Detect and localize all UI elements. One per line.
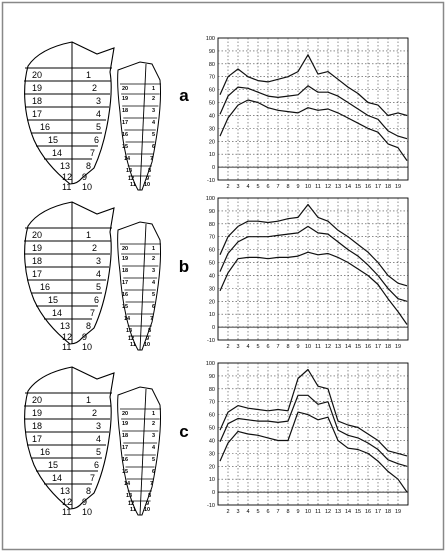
small-label-left: 17	[122, 280, 128, 286]
segment-label-left: 13	[60, 321, 70, 331]
segment-label-right: 3	[96, 421, 101, 431]
small-ventricle-diagram	[118, 222, 161, 350]
y-tick-label: 70	[209, 400, 215, 406]
x-tick-label: 4	[246, 344, 249, 350]
segment-label-right: 1	[86, 395, 91, 405]
small-label-right: 1	[152, 86, 155, 92]
x-tick-label: 8	[286, 344, 289, 350]
y-tick-label: 90	[209, 49, 215, 55]
panel-c	[24, 361, 408, 517]
segment-label-left: 12	[62, 172, 72, 182]
segment-label-left: 11	[62, 507, 71, 517]
small-label-right: 3	[152, 268, 155, 274]
segment-label-left: 15	[48, 295, 58, 305]
small-label-right: 4	[152, 280, 156, 286]
x-tick-label: 10	[305, 344, 311, 350]
segment-label-left: 13	[60, 161, 70, 171]
x-tick-label: 17	[375, 344, 381, 350]
small-label-right: 7	[150, 316, 153, 322]
small-label-left: 14	[124, 316, 131, 322]
small-label-left: 16	[122, 457, 128, 463]
segment-label-left: 15	[48, 460, 58, 470]
small-label-left: 18	[122, 108, 128, 114]
y-tick-label: 0	[212, 165, 215, 171]
small-ventricle-diagram	[118, 387, 161, 515]
x-tick-label: 6	[266, 509, 269, 515]
x-tick-label: 9	[296, 184, 299, 190]
y-tick-label: 70	[209, 75, 215, 81]
small-label-left: 14	[124, 481, 131, 487]
small-label-right: 5	[152, 292, 155, 298]
small-label-right: 7	[150, 156, 153, 162]
small-label-left: 15	[122, 469, 128, 475]
small-label-left: 17	[122, 445, 128, 451]
segment-label-left: 13	[60, 486, 70, 496]
x-tick-label: 5	[256, 344, 259, 350]
large-ventricle-diagram	[24, 367, 114, 517]
segment-label-right: 3	[96, 256, 101, 266]
x-tick-label: 12	[325, 509, 331, 515]
small-septum-line	[140, 224, 146, 350]
small-label-right: 1	[152, 411, 155, 417]
x-tick-label: 17	[375, 184, 381, 190]
segment-label-right: 2	[92, 243, 97, 253]
segment-label-right: 10	[82, 342, 92, 352]
small-label-right: 6	[152, 469, 155, 475]
small-label-right: 10	[144, 507, 150, 513]
x-tick-label: 17	[375, 509, 381, 515]
x-tick-label: 6	[266, 184, 269, 190]
x-tick-label: 4	[246, 509, 249, 515]
segment-label-right: 4	[96, 109, 101, 119]
small-label-right: 10	[144, 342, 150, 348]
small-ventricle-outline	[118, 387, 161, 515]
segment-label-right: 10	[82, 182, 92, 192]
segment-label-left: 19	[32, 83, 42, 93]
x-tick-label: 11	[315, 344, 321, 350]
x-tick-label: 12	[325, 344, 331, 350]
x-tick-label: 8	[286, 184, 289, 190]
segment-label-left: 12	[62, 497, 72, 507]
y-tick-label: 30	[209, 451, 215, 457]
x-tick-label: 15	[355, 509, 361, 515]
small-label-right: 8	[148, 168, 151, 174]
y-tick-label: -10	[207, 338, 215, 344]
small-label-right: 6	[152, 144, 155, 150]
y-tick-label: 60	[209, 88, 215, 94]
segment-label-left: 19	[32, 243, 42, 253]
y-tick-label: 80	[209, 62, 215, 68]
segment-label-right: 7	[90, 308, 95, 318]
x-tick-label: 15	[355, 184, 361, 190]
x-tick-label: 13	[335, 509, 341, 515]
small-label-right: 4	[152, 445, 156, 451]
segment-label-right: 9	[82, 332, 87, 342]
segment-label-right: 5	[96, 282, 101, 292]
x-tick-label: 4	[246, 184, 249, 190]
segment-label-left: 20	[32, 70, 42, 80]
x-tick-label: 10	[305, 184, 311, 190]
small-label-left: 12	[128, 336, 134, 342]
small-label-right: 9	[146, 176, 149, 182]
segment-label-right: 9	[82, 172, 87, 182]
series-line	[220, 412, 407, 492]
segment-label-right: 7	[90, 148, 95, 158]
x-tick-label: 18	[385, 344, 391, 350]
x-tick-label: 5	[256, 509, 259, 515]
segment-label-left: 14	[52, 308, 62, 318]
x-tick-label: 19	[395, 344, 401, 350]
small-label-left: 20	[122, 411, 128, 417]
small-label-left: 13	[126, 493, 132, 499]
small-label-left: 16	[122, 292, 128, 298]
segment-label-left: 11	[62, 342, 71, 352]
small-label-left: 12	[128, 501, 134, 507]
x-tick-label: 5	[256, 184, 259, 190]
segment-label-right: 1	[86, 230, 91, 240]
small-label-right: 1	[152, 246, 155, 252]
small-label-right: 10	[144, 182, 150, 188]
y-tick-label: 40	[209, 273, 215, 279]
segment-label-left: 17	[32, 434, 42, 444]
chart	[206, 196, 408, 350]
x-tick-label: 19	[395, 509, 401, 515]
x-tick-label: 13	[335, 344, 341, 350]
small-label-left: 19	[122, 96, 128, 102]
segment-label-right: 2	[92, 83, 97, 93]
segment-label-left: 20	[32, 230, 42, 240]
panel-letter: a	[179, 86, 189, 105]
y-tick-label: 0	[212, 490, 215, 496]
x-tick-label: 9	[296, 344, 299, 350]
small-label-right: 3	[152, 108, 155, 114]
x-tick-label: 2	[226, 509, 229, 515]
y-tick-label: 80	[209, 222, 215, 228]
y-tick-label: 90	[209, 209, 215, 215]
panel-letter: b	[179, 257, 189, 276]
x-tick-label: 7	[276, 344, 279, 350]
x-tick-label: 2	[226, 184, 229, 190]
segment-label-left: 14	[52, 148, 62, 158]
y-tick-label: 40	[209, 438, 215, 444]
y-tick-label: -10	[207, 503, 215, 509]
small-label-right: 4	[152, 120, 156, 126]
small-label-left: 18	[122, 433, 128, 439]
small-label-right: 6	[152, 304, 155, 310]
y-tick-label: 50	[209, 426, 215, 432]
small-septum-line	[140, 64, 146, 190]
segment-label-left: 12	[62, 332, 72, 342]
segment-label-right: 10	[82, 507, 92, 517]
y-tick-label: 10	[209, 312, 215, 318]
y-tick-label: 20	[209, 464, 215, 470]
y-tick-label: 60	[209, 413, 215, 419]
small-label-left: 14	[124, 156, 131, 162]
x-tick-label: 10	[305, 509, 311, 515]
segment-label-right: 6	[94, 135, 99, 145]
x-tick-label: 3	[236, 344, 239, 350]
x-tick-label: 18	[385, 184, 391, 190]
y-tick-label: 30	[209, 126, 215, 132]
segment-label-left: 17	[32, 109, 42, 119]
small-ventricle-outline	[118, 222, 161, 350]
segment-label-right: 8	[86, 161, 91, 171]
x-tick-label: 14	[345, 344, 351, 350]
y-tick-label: 50	[209, 261, 215, 267]
small-label-right: 9	[146, 501, 149, 507]
x-tick-label: 7	[276, 184, 279, 190]
x-tick-label: 19	[395, 184, 401, 190]
small-label-right: 7	[150, 481, 153, 487]
chart	[206, 36, 408, 190]
segment-label-right: 9	[82, 497, 87, 507]
segment-label-right: 4	[96, 269, 101, 279]
y-tick-label: 30	[209, 286, 215, 292]
x-tick-label: 7	[276, 509, 279, 515]
small-label-left: 20	[122, 86, 128, 92]
x-tick-label: 13	[335, 184, 341, 190]
segment-label-right: 8	[86, 321, 91, 331]
x-tick-label: 16	[365, 184, 371, 190]
segment-label-right: 5	[96, 447, 101, 457]
segment-label-right: 3	[96, 96, 101, 106]
x-tick-label: 9	[296, 509, 299, 515]
figure-border	[3, 3, 444, 550]
small-label-right: 3	[152, 433, 155, 439]
y-tick-label: 40	[209, 113, 215, 119]
x-tick-label: 6	[266, 344, 269, 350]
segment-label-left: 16	[40, 122, 50, 132]
y-tick-label: 100	[206, 361, 215, 367]
x-tick-label: 16	[365, 509, 371, 515]
y-tick-label: 0	[212, 325, 215, 331]
segment-label-right: 5	[96, 122, 101, 132]
x-tick-label: 14	[345, 184, 351, 190]
y-tick-label: 20	[209, 299, 215, 305]
segment-label-left: 17	[32, 269, 42, 279]
small-label-left: 15	[122, 304, 128, 310]
segment-label-right: 6	[94, 460, 99, 470]
small-ventricle-outline	[118, 62, 161, 190]
segment-label-left: 18	[32, 96, 42, 106]
small-label-left: 13	[126, 168, 132, 174]
small-label-right: 2	[152, 421, 155, 427]
small-label-right: 8	[148, 493, 151, 499]
y-tick-label: 10	[209, 477, 215, 483]
y-tick-label: 80	[209, 387, 215, 393]
y-tick-label: 100	[206, 196, 215, 202]
chart-frame	[218, 198, 408, 340]
y-tick-label: 10	[209, 152, 215, 158]
x-tick-label: 2	[226, 344, 229, 350]
panel-letter: c	[179, 422, 188, 441]
small-label-right: 2	[152, 96, 155, 102]
x-tick-label: 3	[236, 184, 239, 190]
y-tick-label: 50	[209, 101, 215, 107]
small-ventricle-diagram	[118, 62, 161, 190]
small-label-left: 13	[126, 328, 132, 334]
x-tick-label: 16	[365, 344, 371, 350]
small-label-right: 8	[148, 328, 151, 334]
small-label-left: 15	[122, 144, 128, 150]
y-tick-label: -10	[207, 178, 215, 184]
large-ventricle-diagram	[24, 202, 114, 352]
x-tick-label: 12	[325, 184, 331, 190]
x-tick-label: 14	[345, 509, 351, 515]
small-septum-line	[140, 389, 146, 515]
small-label-left: 12	[128, 176, 134, 182]
x-tick-label: 11	[315, 184, 321, 190]
small-label-left: 20	[122, 246, 128, 252]
small-label-left: 19	[122, 256, 128, 262]
segment-label-left: 14	[52, 473, 62, 483]
y-tick-label: 90	[209, 374, 215, 380]
small-label-left: 11	[130, 507, 136, 513]
small-label-left: 16	[122, 132, 128, 138]
x-tick-label: 18	[385, 509, 391, 515]
panel-b	[24, 196, 408, 352]
small-label-left: 17	[122, 120, 128, 126]
x-tick-label: 3	[236, 509, 239, 515]
small-label-left: 11	[130, 182, 136, 188]
x-tick-label: 11	[315, 509, 321, 515]
segment-label-left: 16	[40, 447, 50, 457]
x-tick-label: 15	[355, 344, 361, 350]
segment-label-left: 18	[32, 421, 42, 431]
y-tick-label: 20	[209, 139, 215, 145]
segment-label-left: 11	[62, 182, 71, 192]
small-label-left: 11	[130, 342, 136, 348]
segment-label-right: 8	[86, 486, 91, 496]
small-label-right: 5	[152, 457, 155, 463]
x-tick-label: 8	[286, 509, 289, 515]
y-tick-label: 100	[206, 36, 215, 42]
segment-label-left: 16	[40, 282, 50, 292]
segment-label-left: 15	[48, 135, 58, 145]
small-label-right: 9	[146, 336, 149, 342]
segment-label-left: 18	[32, 256, 42, 266]
large-ventricle-diagram	[24, 42, 114, 192]
small-label-right: 2	[152, 256, 155, 262]
segment-label-right: 2	[92, 408, 97, 418]
panel-a	[24, 36, 408, 192]
small-label-left: 18	[122, 268, 128, 274]
segment-label-right: 7	[90, 473, 95, 483]
segment-label-left: 19	[32, 408, 42, 418]
segment-label-right: 1	[86, 70, 91, 80]
segment-label-left: 20	[32, 395, 42, 405]
small-label-right: 5	[152, 132, 155, 138]
chart	[206, 361, 408, 515]
small-label-left: 19	[122, 421, 128, 427]
y-tick-label: 60	[209, 248, 215, 254]
segment-label-right: 4	[96, 434, 101, 444]
segment-label-right: 6	[94, 295, 99, 305]
y-tick-label: 70	[209, 235, 215, 241]
